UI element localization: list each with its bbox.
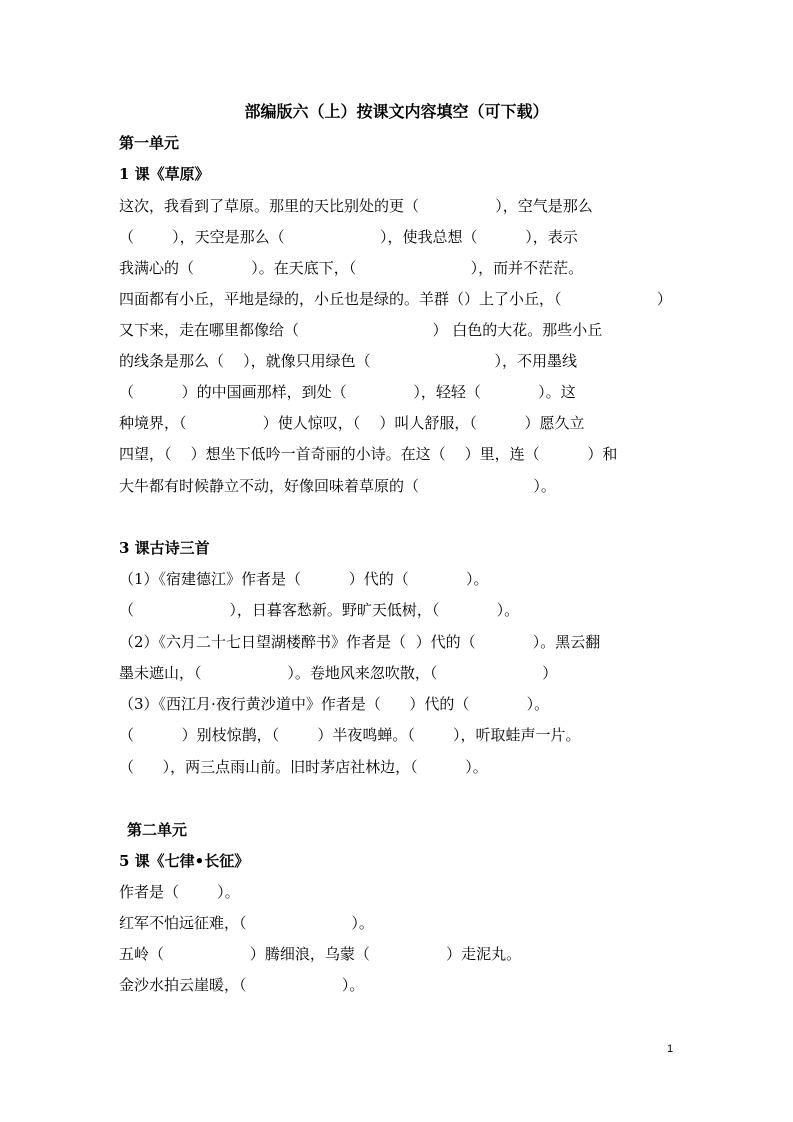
unit-heading: 第二单元 bbox=[127, 821, 188, 839]
text-line: 红军不怕远征难，（ ）。 bbox=[119, 914, 374, 932]
text-line: （2）《六月二十七日望湖楼醉书》作者是（ ）代的（ ）。黑云翻 bbox=[119, 633, 601, 651]
text-line: 大牛都有时候静立不动，好像回味着草原的（ ）。 bbox=[119, 477, 556, 495]
text-line: 墨未遮山，（ ）。卷地风来忽吹散，（ ） bbox=[119, 664, 558, 682]
text-line: （ ），日暮客愁新。野旷天低树，（ ）。 bbox=[119, 601, 520, 619]
page-number: 1 bbox=[666, 1043, 674, 1055]
text-line: （1）《宿建德江》作者是（ ）代的（ ）。 bbox=[119, 570, 489, 588]
text-line: 作者是（ ）。 bbox=[119, 883, 240, 901]
text-line: 我满心的（ ）。在天底下，（ ），而并不茫茫。 bbox=[119, 259, 584, 277]
text-line: （ ），两三点雨山前。旧时茅店社林边，（ ）。 bbox=[119, 758, 488, 776]
text-line: 的线条是那么（ ），就像只用绿色（ ），不用墨线 bbox=[119, 352, 578, 370]
lesson-heading: 5 课《七律•长征》 bbox=[119, 852, 250, 870]
text-line: （3）《西江月·夜行黄沙道中》作者是（ ）代的（ ）。 bbox=[119, 695, 550, 713]
document-title: 部编版六（上）按课文内容填空（可下载） bbox=[244, 102, 549, 121]
text-line: 种境界，（ ）使人惊叹，（ ）叫人舒服，（ ）愿久立 bbox=[119, 414, 585, 432]
text-line: 四面都有小丘，平地是绿的，小丘也是绿的。羊群（）上了小丘，（ ） bbox=[119, 290, 672, 308]
text-line: 又下来，走在哪里都像给（ ） 白色的大花。那些小丘 bbox=[119, 321, 603, 339]
text-line: 五岭（ ）腾细浪，乌蒙（ ）走泥丸。 bbox=[119, 945, 522, 963]
text-line: 这次，我看到了草原。那里的天比别处的更（ ），空气是那么 bbox=[119, 197, 593, 215]
lesson-heading: 3 课古诗三首 bbox=[119, 539, 210, 557]
text-line: （ ），天空是那么（ ），使我总想（ ），表示 bbox=[119, 228, 578, 246]
text-line: 金沙水拍云崖暖，（ ）。 bbox=[119, 976, 365, 994]
text-line: （ ）的中国画那样，到处（ ），轻轻（ ）。这 bbox=[119, 383, 576, 401]
text-line: （ ）别枝惊鹊，（ ）半夜鸣蝉。（ ），听取蛙声一片。 bbox=[119, 726, 581, 744]
lesson-heading: 1 课《草原》 bbox=[119, 165, 210, 183]
text-line: 四望，（ ）想坐下低吟一首奇丽的小诗。在这（ ）里，连（ ）和 bbox=[119, 445, 618, 463]
unit-heading: 第一单元 bbox=[119, 134, 180, 152]
